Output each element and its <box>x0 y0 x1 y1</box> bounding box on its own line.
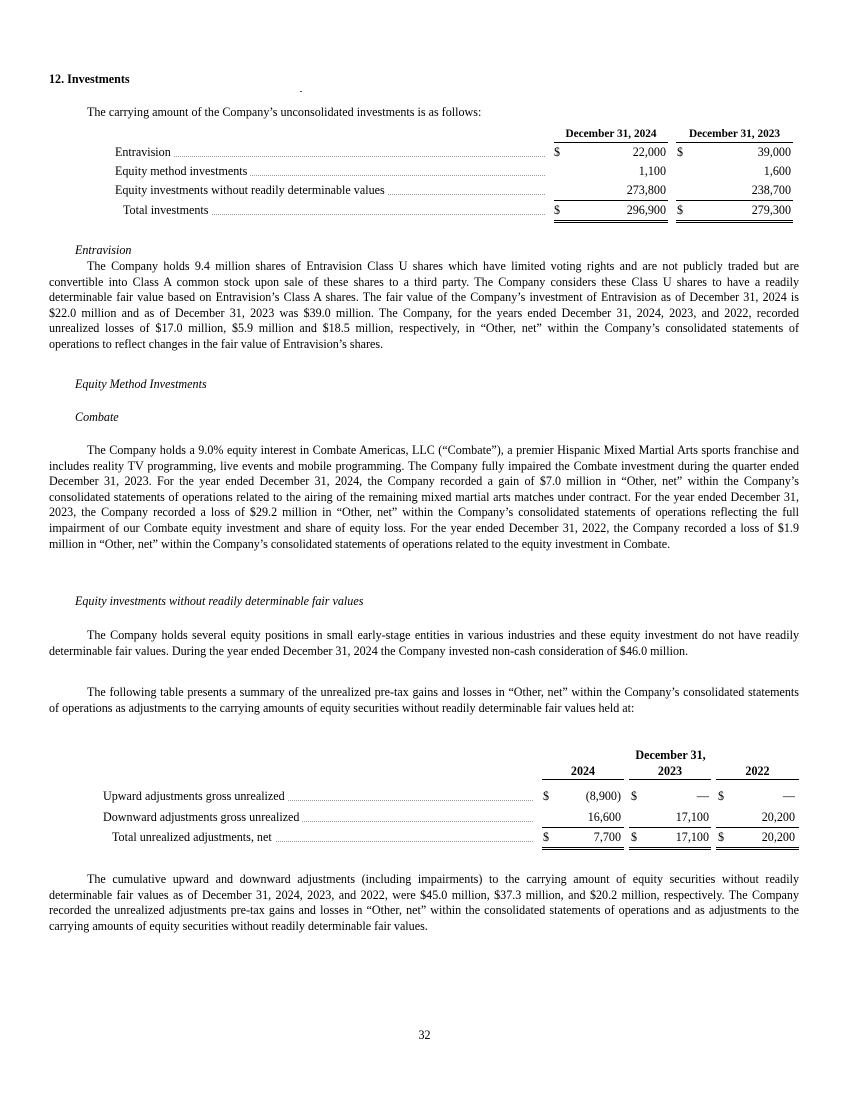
table-row <box>49 164 799 180</box>
subtotal-rule <box>629 827 711 828</box>
intro-text: The carrying amount of the Company’s unconsolidated investments is as follows: <box>87 105 482 119</box>
value-2024: 296,900 <box>626 203 666 217</box>
value-2024: 16,600 <box>587 810 621 824</box>
table2-intro-paragraph <box>49 685 799 716</box>
dollar-sign: $ <box>677 145 684 159</box>
row-label: Equity method investments <box>115 164 250 180</box>
dollar-sign: $ <box>631 830 638 844</box>
closing-paragraph <box>49 872 799 934</box>
dollar-sign: $ <box>554 203 561 217</box>
combate-heading: Combate <box>75 410 119 424</box>
row-label: Upward adjustments gross unrealized <box>103 789 288 805</box>
table-row-total <box>49 830 799 846</box>
table-header-2023: December 31, 2023 <box>676 127 793 143</box>
page-number: 32 <box>418 1028 431 1042</box>
subtotal-rule <box>716 827 799 828</box>
value-2024: 273,800 <box>626 183 666 197</box>
equity-method-heading: Equity Method Investments <box>75 377 207 391</box>
dollar-sign: $ <box>677 203 684 217</box>
row-label: Entravision <box>115 145 174 161</box>
table-group-header: December 31, <box>635 748 706 762</box>
dollar-sign: $ <box>543 789 550 803</box>
paragraph-text: The Company holds 9.4 million shares of Entravision Class U shares which have limited voting rights and are not publicly traded but are convertible into Class A common stock upon sale of these shares to a third party. The Company considers these Class U shares to have a readily determinable fair value based on Entravision’s Class A shares. The fair value of the Company’s investment of Entravision as of December 31, 2024 is $22.0 million and as of December 31, 2023 was $39.0 million. The Company, for the years ended December 31, 2024, 2023, and 2022, recorded unrealized losses of $17.0 million, $5.9 million and $18.5 million, respectively, in “Other, net” within the Company’s consolidated statements of operations to reflect changes in the fair value of Entravision’s shares. <box>49 259 799 351</box>
total-rule <box>542 847 624 850</box>
total-rule <box>716 847 799 850</box>
value-2024: 1,100 <box>638 164 666 178</box>
value-2023: 17,100 <box>675 810 709 824</box>
leader-dots <box>115 156 545 157</box>
table-row <box>49 145 799 161</box>
row-label: Total unrealized adjustments, net <box>112 830 275 846</box>
value-2024: 7,700 <box>593 830 621 844</box>
paragraph-text: The cumulative upward and downward adjustments (including impairments) to the carrying amount of equity securities without readily determinable fair values as of December 31, 2024, 2023, and 2022, were $45.0 million, $37.3 million, and $20.2 million, respectively. The Company recorded the unrealized adjustments pre-tax gains and losses in “Other, net” within the consolidated statements of operations and as adjustments to the carrying amounts of equity securities without readily determinable fair values. <box>49 872 799 933</box>
value-2023: 1,600 <box>763 164 791 178</box>
table-header-2024: December 31, 2024 <box>554 127 668 143</box>
dollar-sign: $ <box>554 145 561 159</box>
row-label: Total investments <box>123 203 211 219</box>
paragraph-text: The Company holds a 9.0% equity interest in Combate Americas, LLC (“Combate”), a premier Hispanic Mixed Martial Arts sports franchise and includes reality TV programming, live events and mobile programming. The Company fully impaired the Combate investment during the quarter ended December 31, 2023. For the year ended December 31, 2024, the Company recorded a gain of $7.0 million in “Other, net” within the Company’s consolidated statements of operations related to the airing of the remaining mixed martial arts matches under contract. For the year ended December 31, 2023, the Company recorded a loss of $29.2 million in “Other, net” within the Company’s consolidated statements of operations reflecting the full impairment of our Combate equity investment and share of equity loss. For the year ended December 31, 2022, the Company recorded a loss of $1.9 million in “Other, net” within the Company’s consolidated statements of operations related to the equity investment in Combate. <box>49 443 799 551</box>
dollar-sign: $ <box>718 830 725 844</box>
dollar-sign: $ <box>543 830 550 844</box>
total-rule <box>554 220 668 223</box>
year-header-2022: 2022 <box>716 763 799 780</box>
value-2023: 238,700 <box>751 183 791 197</box>
value-2023: 17,100 <box>675 830 709 844</box>
table-row <box>49 789 799 805</box>
row-label: Downward adjustments gross unrealized <box>103 810 302 826</box>
dollar-sign: $ <box>631 789 638 803</box>
dollar-sign: $ <box>718 789 725 803</box>
entravision-paragraph <box>49 259 799 353</box>
subtotal-rule <box>542 827 624 828</box>
value-2024: 22,000 <box>632 145 666 159</box>
value-2023: 279,300 <box>751 203 791 217</box>
combate-paragraph <box>49 443 799 552</box>
total-rule <box>676 220 793 223</box>
year-header-2023: 2023 <box>629 763 711 780</box>
table-row-total <box>49 203 799 219</box>
total-rule <box>629 847 711 850</box>
equity-without-heading: Equity investments without readily determinable fair values <box>75 594 364 608</box>
section-title: 12. Investments <box>49 72 130 86</box>
row-label: Equity investments without readily determinable values <box>115 183 388 199</box>
value-2022: 20,200 <box>761 810 795 824</box>
paragraph-text: The following table presents a summary of the unrealized pre-tax gains and losses in “Other, net” within the Company’s consolidated statements of operations as adjustments to the carrying amounts of equity securities without readily determinable fair values held at: <box>49 685 799 715</box>
value-2022: 20,200 <box>761 830 795 844</box>
year-header-2024: 2024 <box>542 763 624 780</box>
table-row <box>49 810 799 826</box>
value-2023: 39,000 <box>757 145 791 159</box>
value-2023: — <box>696 789 709 803</box>
subtotal-rule <box>676 200 793 201</box>
paragraph-text: The Company holds several equity positions in small early-stage entities in various industries and these equity investment do not have readily determinable fair values. During the year ended December 31, 2024 the Company invested non-cash consideration of $46.0 million. <box>49 628 799 658</box>
value-2024: (8,900) <box>585 789 621 803</box>
value-2022: — <box>782 789 795 803</box>
table-row <box>49 183 799 199</box>
subtotal-rule <box>554 200 668 201</box>
equity-without-paragraph <box>49 628 799 659</box>
entravision-heading: Entravision <box>75 243 132 257</box>
stray-dot <box>300 91 302 92</box>
